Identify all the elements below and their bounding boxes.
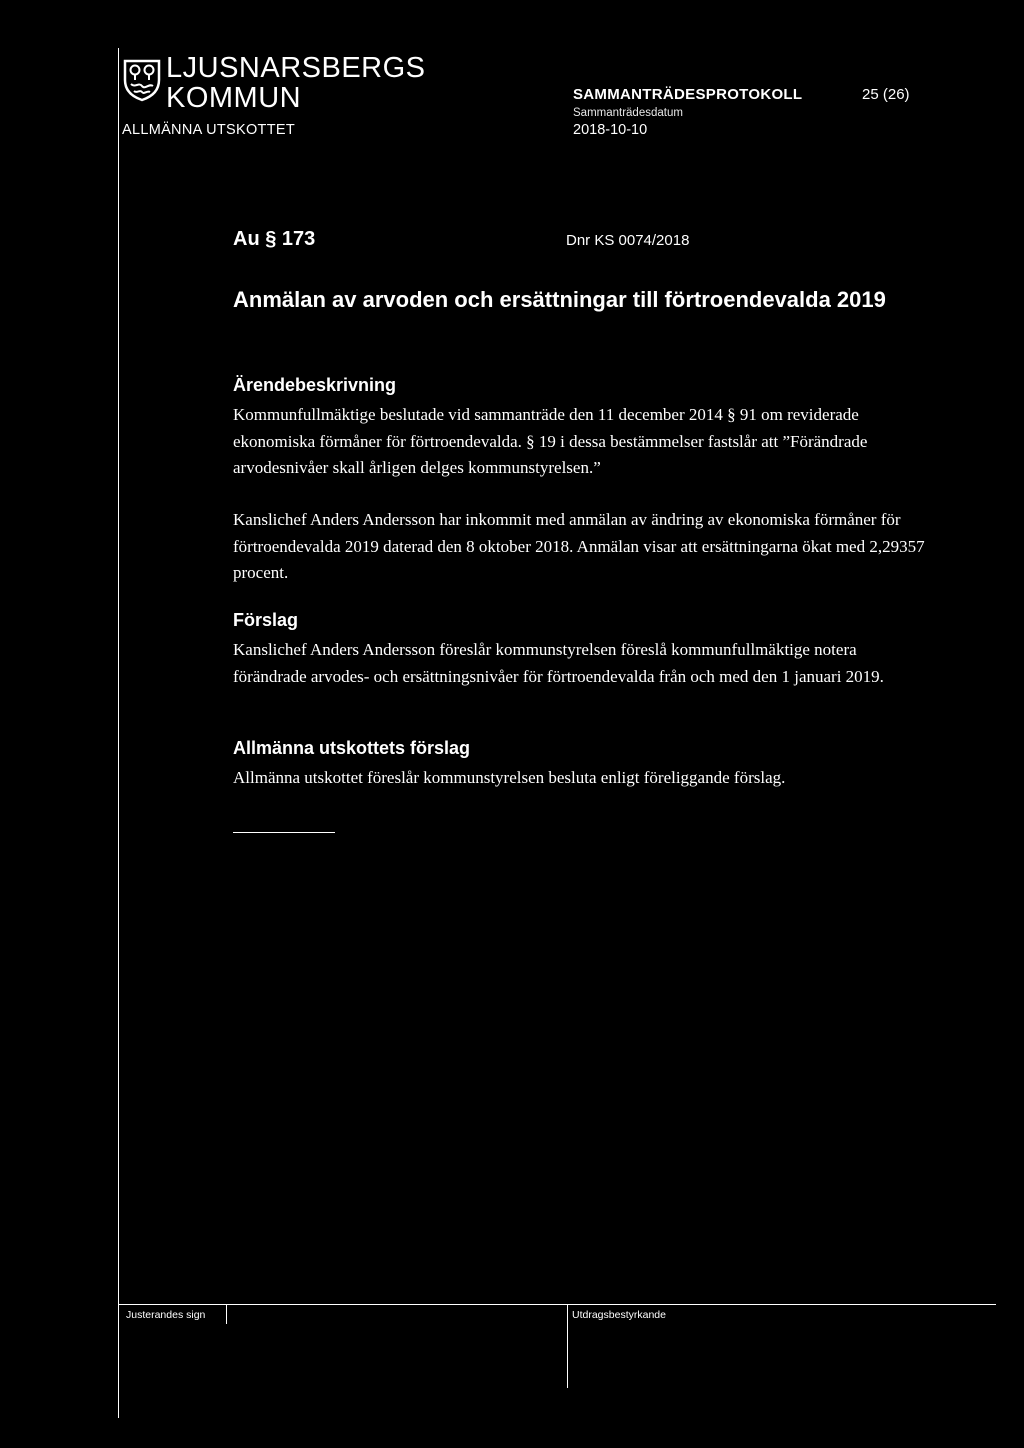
section-end-rule [233, 832, 335, 833]
organization-name: LJUSNARSBERGS [166, 52, 426, 84]
page-title: Anmälan av arvoden och ersättningar till förtroendevalda 2019 [233, 287, 886, 312]
paragraph-committee-proposal: Allmänna utskottet föreslår kommunstyrelsen besluta enligt föreliggande förslag. [233, 768, 786, 787]
page-number: 25 (26) [862, 86, 910, 103]
meeting-date-label: Sammanträdesdatum [573, 107, 683, 119]
document-type: SAMMANTRÄDESPROTOKOLL [573, 86, 803, 103]
left-margin-rule [118, 48, 119, 1418]
case-number: Dnr KS 0074/2018 [566, 232, 690, 249]
extract-certification-label: Utdragsbestyrkande [572, 1309, 666, 1321]
municipal-crest-icon [122, 58, 162, 102]
paragraph-case-description: Kommunfullmäktige beslutade vid sammanträde den 11 december 2014 § 91 om reviderade ekonomiska förmåner för förtroendevalda. § 19 i dessa bestämmelser fastslår att ”Förändrade arvodesnivåer skall årligen delges kommunstyrelsen.” [233, 405, 868, 477]
footer-divider [226, 1304, 227, 1324]
footer-divider [567, 1304, 568, 1388]
footer-rule [118, 1304, 996, 1305]
committee-name: ALLMÄNNA UTSKOTTET [122, 122, 295, 138]
signature-field-label: Justerandes sign [126, 1309, 206, 1321]
heading-case-description: Ärendebeskrivning [233, 375, 397, 395]
section-number: Au § 173 [233, 228, 316, 250]
heading-committee-proposal: Allmänna utskottets förslag [233, 738, 471, 758]
paragraph-notification: Kanslichef Anders Andersson har inkommit med anmälan av ändring av ekonomiska förmåner för förtroendevalda 2019 daterad den 8 oktober 2018. Anmälan visar att ersättningarna ökat med 2,29357 procent. [233, 510, 925, 582]
meeting-date: 2018-10-10 [573, 122, 648, 138]
organization-name-line2: KOMMUN [166, 82, 302, 114]
heading-proposal: Förslag [233, 610, 299, 630]
paragraph-proposal: Kanslichef Anders Andersson föreslår kommunstyrelsen föreslå kommunfullmäktige notera förändrade arvodes- och ersättningsnivåer för förtroendevalda från och med den 1 januari 2019. [233, 640, 884, 686]
